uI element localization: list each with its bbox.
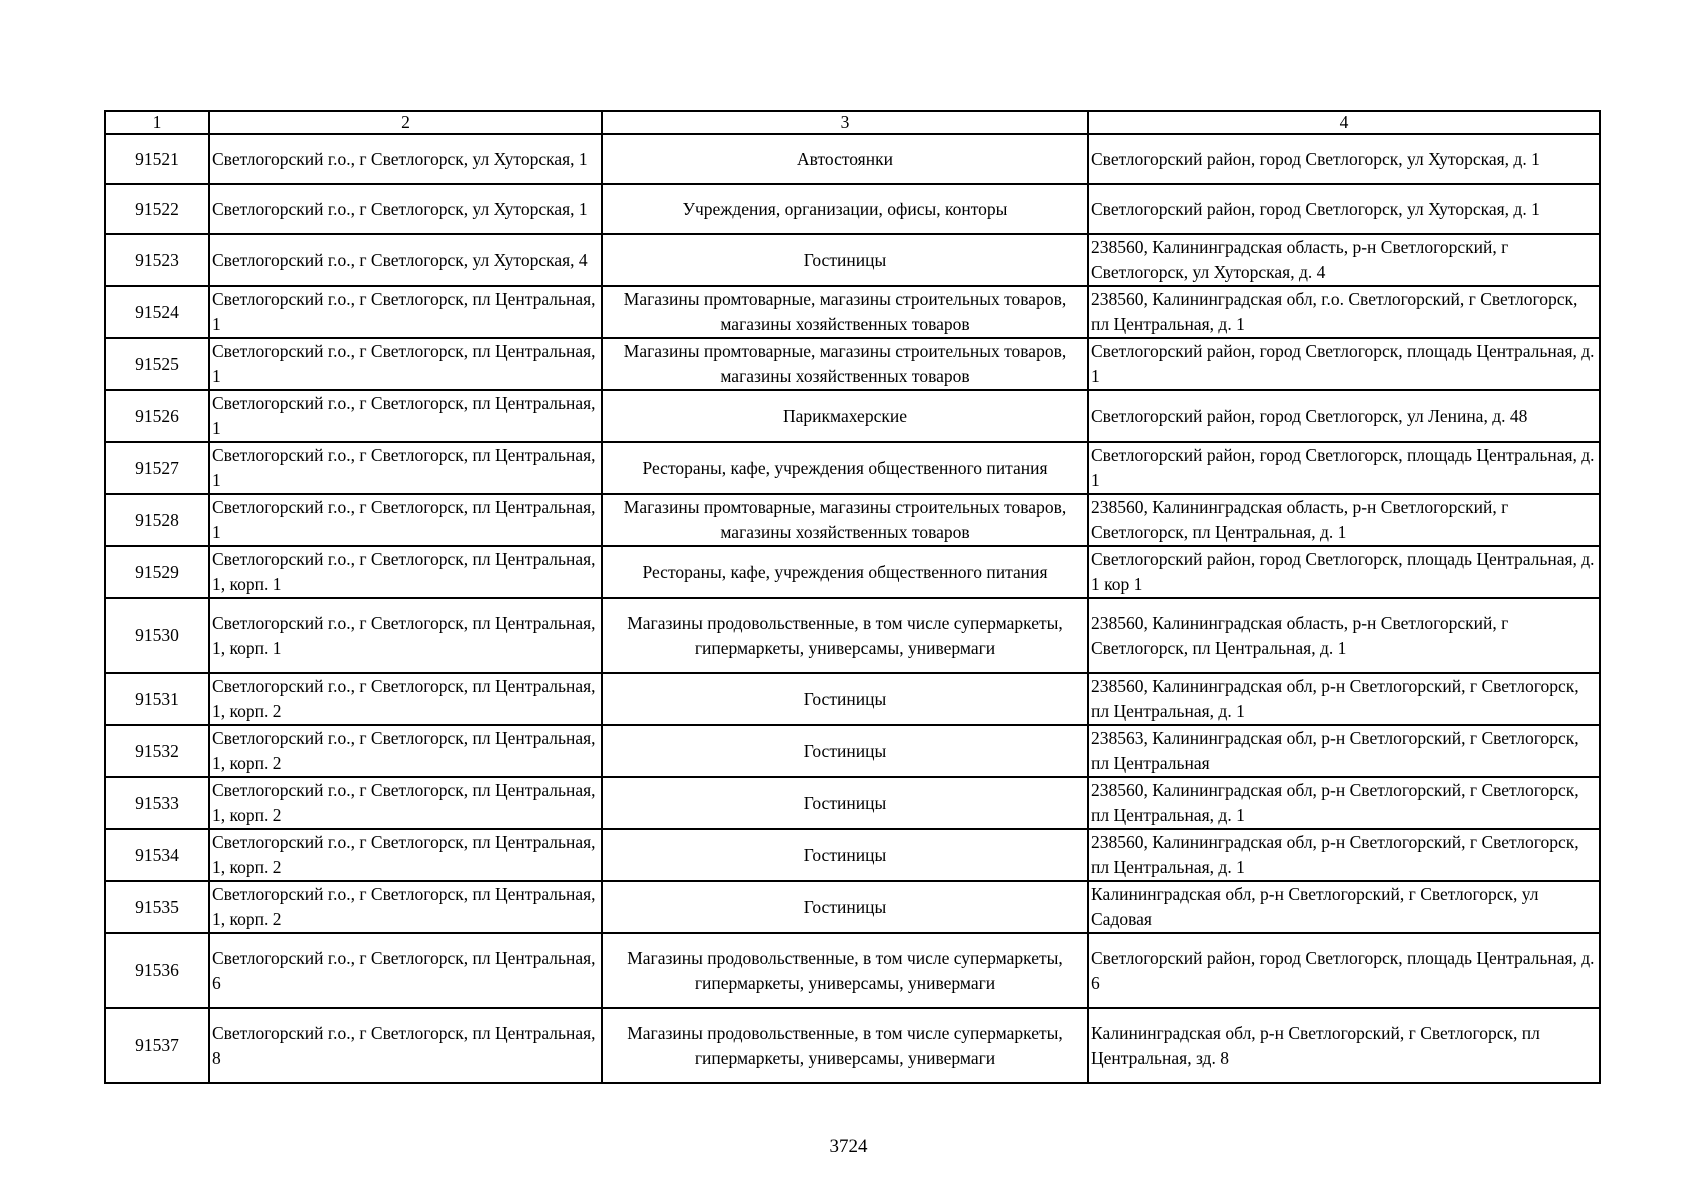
row-number-cell: 91530 (105, 598, 209, 673)
row-number-cell: 91525 (105, 338, 209, 390)
full-address-cell: 238560, Калининградская область, р-н Светлогорский, г Светлогорск, пл Центральная, д. 1 (1088, 598, 1600, 673)
table-row (105, 442, 1600, 494)
full-address-cell: Светлогорский район, город Светлогорск, площадь Центральная, д. 6 (1088, 933, 1600, 1008)
header-row (105, 111, 1600, 134)
full-address-cell: 238563, Калининградская обл, р-н Светлогорский, г Светлогорск, пл Центральная (1088, 725, 1600, 777)
category-cell: Магазины продовольственные, в том числе супермаркеты, гипермаркеты, универсамы, универмаги (602, 598, 1088, 673)
category-cell: Гостиницы (602, 829, 1088, 881)
row-number-cell: 91532 (105, 725, 209, 777)
table-row (105, 494, 1600, 546)
data-table (104, 110, 1601, 1084)
category-cell: Гостиницы (602, 881, 1088, 933)
short-address-cell: Светлогорский г.о., г Светлогорск, пл Центральная, 1 (209, 286, 602, 338)
short-address-cell: Светлогорский г.о., г Светлогорск, пл Центральная, 1 (209, 442, 602, 494)
row-number-cell: 91531 (105, 673, 209, 725)
short-address-cell: Светлогорский г.о., г Светлогорск, пл Центральная, 1, корп. 2 (209, 881, 602, 933)
category-cell: Гостиницы (602, 725, 1088, 777)
table-row (105, 598, 1600, 673)
table-row (105, 184, 1600, 234)
full-address-cell: Светлогорский район, город Светлогорск, ул Ленина, д. 48 (1088, 390, 1600, 442)
full-address-cell: Калининградская обл, р-н Светлогорский, г Светлогорск, ул Садовая (1088, 881, 1600, 933)
category-cell: Рестораны, кафе, учреждения общественного питания (602, 546, 1088, 598)
header-col-2: 2 (209, 111, 602, 134)
table-row (105, 390, 1600, 442)
full-address-cell: Светлогорский район, город Светлогорск, ул Хуторская, д. 1 (1088, 134, 1600, 184)
category-cell: Магазины промтоварные, магазины строительных товаров, магазины хозяйственных товаров (602, 494, 1088, 546)
header-col-4: 4 (1088, 111, 1600, 134)
short-address-cell: Светлогорский г.о., г Светлогорск, пл Центральная, 1, корп. 2 (209, 673, 602, 725)
full-address-cell: Калининградская обл, р-н Светлогорский, г Светлогорск, пл Центральная, зд. 8 (1088, 1008, 1600, 1083)
row-number-cell: 91522 (105, 184, 209, 234)
row-number-cell: 91536 (105, 933, 209, 1008)
table-row (105, 286, 1600, 338)
category-cell: Парикмахерские (602, 390, 1088, 442)
short-address-cell: Светлогорский г.о., г Светлогорск, пл Центральная, 1 (209, 390, 602, 442)
table-row (105, 1008, 1600, 1083)
short-address-cell: Светлогорский г.о., г Светлогорск, пл Центральная, 1, корп. 2 (209, 725, 602, 777)
row-number-cell: 91524 (105, 286, 209, 338)
category-cell: Магазины продовольственные, в том числе супермаркеты, гипермаркеты, универсамы, универмаги (602, 933, 1088, 1008)
category-cell: Учреждения, организации, офисы, конторы (602, 184, 1088, 234)
full-address-cell: 238560, Калининградская обл, г.о. Светлогорский, г Светлогорск, пл Центральная, д. 1 (1088, 286, 1600, 338)
full-address-cell: Светлогорский район, город Светлогорск, площадь Центральная, д. 1 (1088, 338, 1600, 390)
full-address-cell: 238560, Калининградская область, р-н Светлогорский, г Светлогорск, пл Центральная, д. 1 (1088, 494, 1600, 546)
table-body (105, 134, 1600, 1083)
short-address-cell: Светлогорский г.о., г Светлогорск, пл Центральная, 1 (209, 494, 602, 546)
category-cell: Гостиницы (602, 673, 1088, 725)
short-address-cell: Светлогорский г.о., г Светлогорск, ул Хуторская, 4 (209, 234, 602, 286)
table-row (105, 673, 1600, 725)
row-number-cell: 91534 (105, 829, 209, 881)
page-number: 3724 (829, 1136, 868, 1157)
full-address-cell: 238560, Калининградская область, р-н Светлогорский, г Светлогорск, ул Хуторская, д. 4 (1088, 234, 1600, 286)
row-number-cell: 91528 (105, 494, 209, 546)
full-address-cell: Светлогорский район, город Светлогорск, площадь Центральная, д. 1 (1088, 442, 1600, 494)
header-col-1: 1 (105, 111, 209, 134)
table-row (105, 933, 1600, 1008)
row-number-cell: 91529 (105, 546, 209, 598)
table-row (105, 234, 1600, 286)
row-number-cell: 91521 (105, 134, 209, 184)
full-address-cell: 238560, Калининградская обл, р-н Светлогорский, г Светлогорск, пл Центральная, д. 1 (1088, 829, 1600, 881)
short-address-cell: Светлогорский г.о., г Светлогорск, ул Хуторская, 1 (209, 184, 602, 234)
header-col-3: 3 (602, 111, 1088, 134)
row-number-cell: 91526 (105, 390, 209, 442)
short-address-cell: Светлогорский г.о., г Светлогорск, пл Центральная, 8 (209, 1008, 602, 1083)
short-address-cell: Светлогорский г.о., г Светлогорск, пл Центральная, 1 (209, 338, 602, 390)
short-address-cell: Светлогорский г.о., г Светлогорск, пл Центральная, 1, корп. 2 (209, 777, 602, 829)
category-cell: Магазины промтоварные, магазины строительных товаров, магазины хозяйственных товаров (602, 286, 1088, 338)
table-row (105, 338, 1600, 390)
row-number-cell: 91533 (105, 777, 209, 829)
row-number-cell: 91523 (105, 234, 209, 286)
table-row (105, 881, 1600, 933)
category-cell: Рестораны, кафе, учреждения общественного питания (602, 442, 1088, 494)
short-address-cell: Светлогорский г.о., г Светлогорск, ул Хуторская, 1 (209, 134, 602, 184)
full-address-cell: Светлогорский район, город Светлогорск, площадь Центральная, д. 1 кор 1 (1088, 546, 1600, 598)
row-number-cell: 91527 (105, 442, 209, 494)
table-row (105, 546, 1600, 598)
row-number-cell: 91537 (105, 1008, 209, 1083)
row-number-cell: 91535 (105, 881, 209, 933)
full-address-cell: Светлогорский район, город Светлогорск, ул Хуторская, д. 1 (1088, 184, 1600, 234)
table-row (105, 725, 1600, 777)
short-address-cell: Светлогорский г.о., г Светлогорск, пл Центральная, 1, корп. 2 (209, 829, 602, 881)
category-cell: Гостиницы (602, 777, 1088, 829)
category-cell: Магазины промтоварные, магазины строительных товаров, магазины хозяйственных товаров (602, 338, 1088, 390)
category-cell: Гостиницы (602, 234, 1088, 286)
category-cell: Автостоянки (602, 134, 1088, 184)
table-row (105, 777, 1600, 829)
short-address-cell: Светлогорский г.о., г Светлогорск, пл Центральная, 6 (209, 933, 602, 1008)
table-row (105, 829, 1600, 881)
full-address-cell: 238560, Калининградская обл, р-н Светлогорский, г Светлогорск, пл Центральная, д. 1 (1088, 777, 1600, 829)
full-address-cell: 238560, Калининградская обл, р-н Светлогорский, г Светлогорск, пл Центральная, д. 1 (1088, 673, 1600, 725)
category-cell: Магазины продовольственные, в том числе супермаркеты, гипермаркеты, универсамы, универмаги (602, 1008, 1088, 1083)
short-address-cell: Светлогорский г.о., г Светлогорск, пл Центральная, 1, корп. 1 (209, 546, 602, 598)
table-row (105, 134, 1600, 184)
short-address-cell: Светлогорский г.о., г Светлогорск, пл Центральная, 1, корп. 1 (209, 598, 602, 673)
